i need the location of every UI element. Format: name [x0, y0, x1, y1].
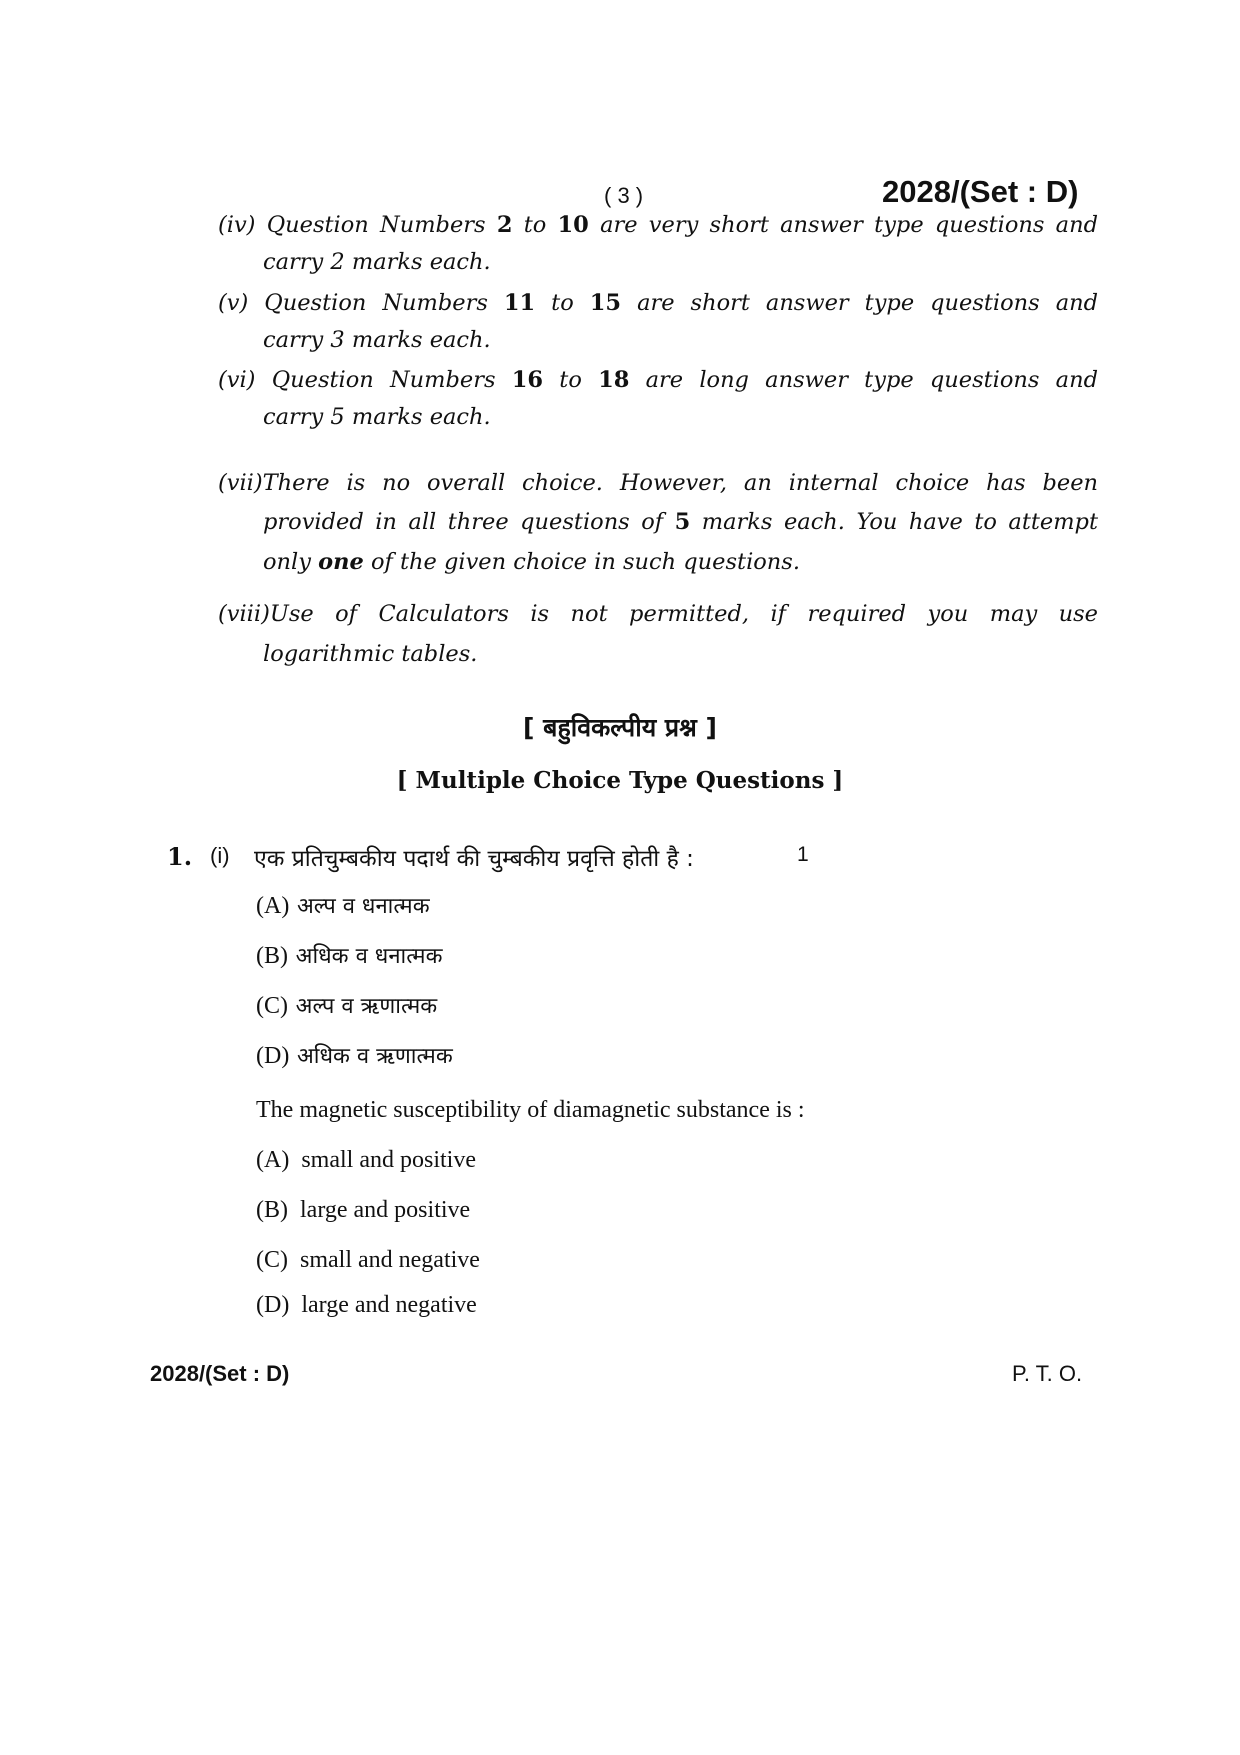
question-text-english: The magnetic susceptibility of diamagnetic substance is : — [256, 1097, 805, 1123]
section-heading-hindi: [ बहुविकल्पीय प्रश्न ] — [523, 713, 717, 742]
english-option-b: (B) large and positive — [256, 1197, 471, 1223]
instruction-iv-line1: (iv) Question Numbers 2 to 10 are very short answer type questions and — [218, 212, 1098, 238]
hindi-option-c: (C) अल्प व ऋणात्मक — [256, 993, 438, 1019]
instruction-viii-line1: (viii)Use of Calculators is not permitted, if required you may use — [218, 601, 1098, 627]
english-option-c: (C) small and negative — [256, 1247, 480, 1273]
instruction-vii-line1: (vii)There is no overall choice. However, an internal choice has been — [218, 470, 1098, 496]
instruction-vi-line1: (vi) Question Numbers 16 to 18 are long answer type questions and — [218, 367, 1098, 393]
instruction-v-line1: (v) Question Numbers 11 to 15 are short answer type questions and — [218, 290, 1099, 316]
english-option-d: (D) large and negative — [256, 1292, 477, 1318]
instruction-vii-line3: only one of the given choice in such questions. — [263, 549, 800, 575]
footer-pto: P. T. O. — [1012, 1361, 1083, 1386]
question-marks: 1 — [797, 843, 809, 866]
instruction-vii-line2: provided in all three questions of 5 marks each. You have to attempt — [263, 509, 1099, 535]
hindi-option-b: (B) अधिक व धनात्मक — [256, 943, 443, 969]
instruction-v-line2: carry 3 marks each. — [263, 327, 491, 353]
footer-paper-code: 2028/(Set : D) — [150, 1361, 290, 1386]
paper-code-header: 2028/(Set : D) — [882, 174, 1079, 209]
english-option-a: (A) small and positive — [256, 1147, 476, 1173]
section-heading-english: [ Multiple Choice Type Questions ] — [396, 767, 844, 794]
instruction-vi-line2: carry 5 marks each. — [263, 404, 491, 430]
page-number: ( 3 ) — [604, 183, 644, 208]
question-text-hindi: एक प्रतिचुम्बकीय पदार्थ की चुम्बकीय प्रवृत्ति होती है : — [254, 846, 694, 872]
instruction-iv-line2: carry 2 marks each. — [263, 249, 491, 275]
question-sub-number: (i) — [210, 843, 230, 868]
instruction-viii-line2: logarithmic tables. — [263, 641, 478, 667]
hindi-option-d: (D) अधिक व ऋणात्मक — [256, 1043, 453, 1069]
question-number: 1. — [167, 842, 193, 871]
hindi-option-a: (A) अल्प व धनात्मक — [256, 893, 430, 919]
